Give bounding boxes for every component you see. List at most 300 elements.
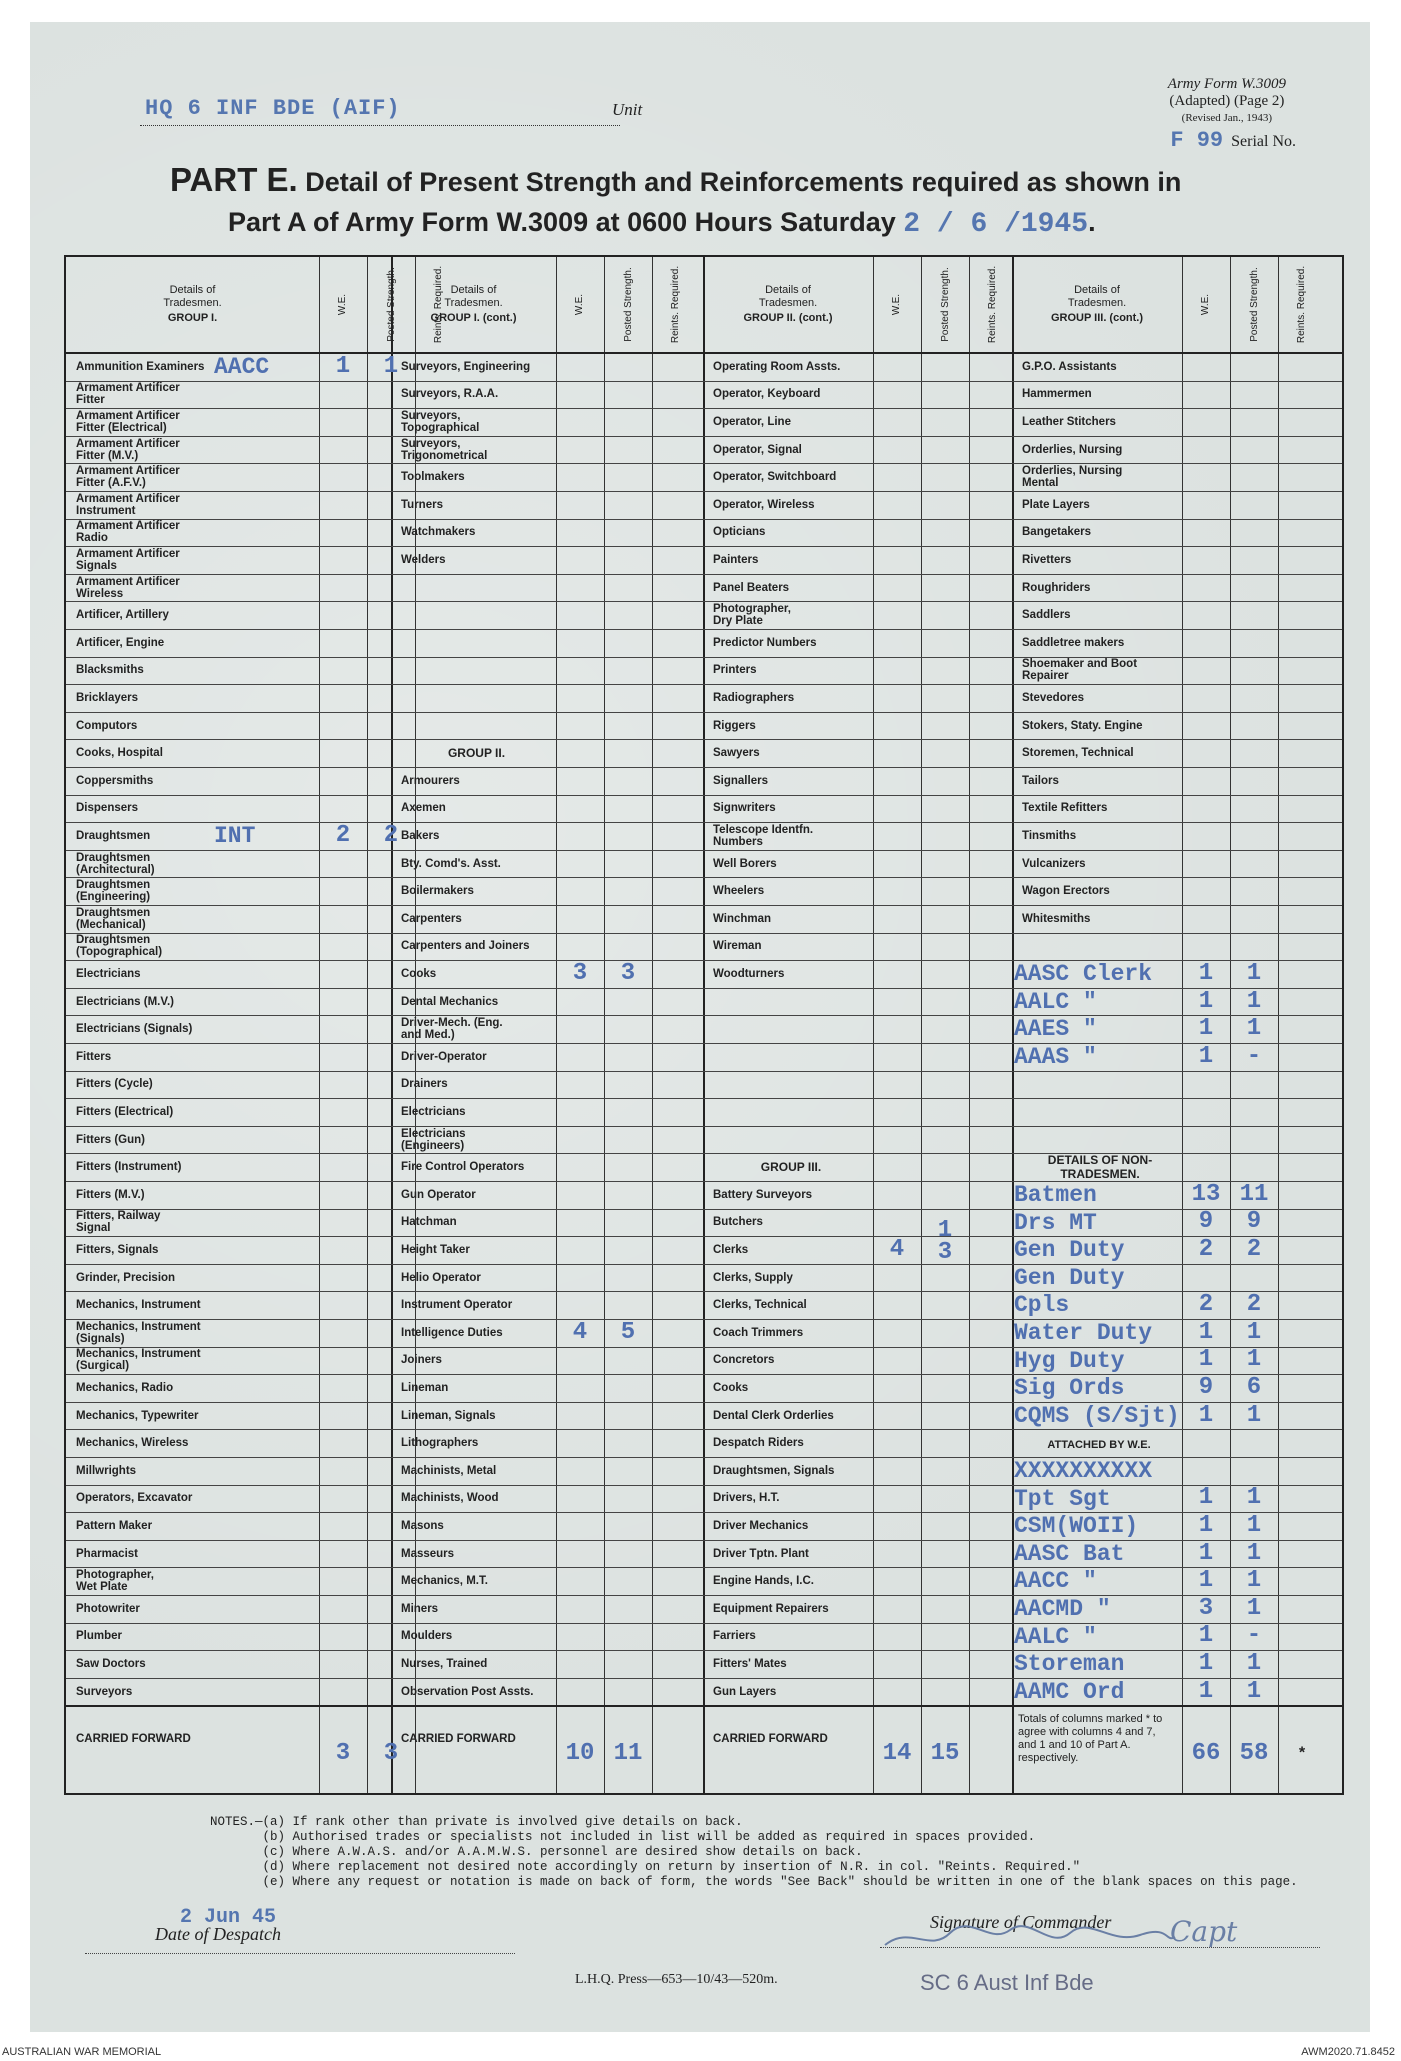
trade-label: Operating Room Assts. — [713, 360, 841, 373]
we-value: 9 — [1198, 1373, 1214, 1401]
trade-label: Fitters' Mates — [713, 1657, 787, 1670]
trade-label: Boilermakers — [401, 885, 474, 898]
trade-label: Pattern Maker — [76, 1519, 153, 1532]
trade-label: Joiners — [401, 1354, 442, 1367]
column-divider — [969, 257, 970, 1793]
handwritten-entry: Hyg Duty — [1014, 1347, 1125, 1374]
trade-label: Photowriter — [76, 1602, 140, 1615]
col-head-text: W.E. — [891, 293, 903, 316]
trade-label: Draughtsmen (Engineering) — [76, 879, 151, 904]
trade-label: Operator, Wireless — [713, 498, 815, 511]
posted-value: 1 — [1246, 1567, 1262, 1595]
group-divider — [391, 257, 393, 1793]
col-head-we — [556, 257, 604, 352]
handwritten-entry: CQMS (S/Sjt) — [1014, 1402, 1180, 1429]
trade-label: Engine Hands, I.C. — [713, 1575, 814, 1588]
handwritten-entry: AAAS " — [1014, 1044, 1097, 1070]
trade-label: Draughtsmen (Topographical) — [76, 934, 163, 959]
trade-label: Saw Doctors — [76, 1657, 146, 1670]
group-subheading: DETAILS OF NON-TRADESMEN. — [1047, 1153, 1153, 1182]
press-mark: L.H.Q. Press—653—10/43—520m. — [575, 1972, 778, 1987]
trade-label: Draughtsmen (Mechanical) — [76, 906, 151, 931]
trade-label: Watchmakers — [401, 526, 476, 539]
trade-label: Surveyors, Topographical — [401, 409, 480, 434]
trade-label: Driver-Mech. (Eng. and Med.) — [401, 1017, 503, 1042]
trade-label: Fitters (Electrical) — [76, 1105, 174, 1118]
totals-note: Totals of columns marked * to agree with columns 4 and 7, and 1 and 10 of Part A. respectively. — [1018, 1713, 1163, 1765]
group-divider — [703, 257, 705, 1793]
posted-value: 3 — [620, 959, 636, 987]
we-value: 1 — [1198, 1318, 1214, 1346]
total-star: * — [1297, 1745, 1307, 1764]
trade-label: Telescope Identfn. Numbers — [713, 823, 814, 848]
trade-label: Well Borers — [713, 857, 777, 870]
posted-value: 1 — [1246, 1015, 1262, 1043]
trade-label: Leather Stitchers — [1022, 415, 1116, 428]
army-form-line2: (Adapted) (Page 2) — [1169, 93, 1285, 109]
trade-label: Panel Beaters — [713, 581, 790, 594]
we-value: 1 — [1198, 1346, 1214, 1374]
handwritten-entry: XXXXXXXXXX — [1014, 1458, 1153, 1484]
title-line2: Part A of Army Form W.3009 at 0600 Hours Saturday — [228, 207, 896, 237]
col-head-text: Posted Strength. — [1248, 267, 1260, 342]
trade-label: Clerks — [713, 1243, 749, 1256]
trade-label: Instrument Operator — [401, 1299, 513, 1312]
serial-value: F 99 — [1170, 128, 1224, 153]
column-divider — [367, 257, 368, 1793]
despatch-date: 2 Jun 45 — [180, 1906, 277, 1929]
trade-label: Driver Tptn. Plant — [713, 1547, 809, 1560]
trade-label: Woodturners — [713, 967, 785, 980]
we-value: 1 — [1198, 1677, 1214, 1705]
trade-label: Artificer, Engine — [76, 636, 165, 649]
trade-label: Fitters, Railway Signal — [76, 1210, 161, 1235]
trade-label: Armament Artificer Fitter (Electrical) — [76, 409, 180, 434]
total-we: 3 — [335, 1740, 351, 1768]
trade-label: Armament Artificer Wireless — [76, 575, 180, 600]
trade-label: Toolmakers — [401, 471, 465, 484]
trade-label: Operator, Switchboard — [713, 471, 837, 484]
trade-label: Concretors — [713, 1354, 775, 1367]
col-head-posted — [1230, 257, 1278, 352]
total-posted: 11 — [613, 1740, 643, 1768]
trade-label: Dental Clerk Orderlies — [713, 1409, 834, 1422]
we-value: 3 — [572, 959, 588, 987]
trade-label: Armourers — [401, 774, 460, 787]
trade-label: Pharmacist — [76, 1547, 139, 1560]
trade-label: G.P.O. Assistants — [1022, 360, 1117, 373]
army-form-line3: (Revised Jan., 1943) — [1181, 112, 1273, 124]
col-head-reinfs — [1278, 257, 1326, 352]
posted-value: 6 — [1246, 1373, 1262, 1401]
header-text: Tradesmen. — [758, 297, 818, 309]
trade-label: Mechanics, Instrument (Surgical) — [76, 1348, 201, 1373]
posted-value: 11 — [1239, 1180, 1269, 1208]
trade-label: Machinists, Metal — [401, 1464, 497, 1477]
group-header — [1012, 257, 1182, 352]
posted-value: 1 — [1246, 1539, 1262, 1567]
trade-label: Artificer, Artillery — [76, 609, 169, 622]
footer-left: AUSTRALIAN WAR MEMORIAL — [2, 2046, 162, 2058]
we-value: 4 — [889, 1235, 905, 1263]
trade-label: Electricians (Signals) — [76, 1023, 193, 1036]
we-value — [1182, 1429, 1230, 1457]
trade-label: Cooks — [713, 1381, 749, 1394]
trade-label: Vulcanizers — [1022, 857, 1086, 870]
trade-label: Operator, Keyboard — [713, 388, 821, 401]
column-divider — [556, 257, 557, 1793]
trade-label: Storemen, Technical — [1022, 747, 1134, 760]
trade-label: Gun Operator — [401, 1188, 476, 1201]
group-subheading: GROUP II. — [447, 746, 506, 761]
trade-label: Opticians — [713, 526, 766, 539]
header-text: Tradesmen. — [444, 297, 503, 309]
posted-value — [1230, 1457, 1278, 1485]
posted-value: 9 — [1246, 1208, 1262, 1236]
header-text: Details of — [1074, 284, 1120, 296]
header-text: Details of — [450, 284, 497, 296]
trade-label: Coppersmiths — [76, 774, 154, 787]
trade-label: Turners — [401, 498, 443, 511]
header-text: GROUP III. (cont.) — [1050, 312, 1144, 324]
trade-label: Lineman — [401, 1381, 449, 1394]
handwritten-entry: Water Duty — [1014, 1320, 1153, 1346]
trade-label: Butchers — [713, 1216, 763, 1229]
note-line: (e) Where any request or notation is made on back of form, the words "See Back" should be written in one of the blank spaces on this page. — [210, 1875, 1298, 1889]
trade-label: Armament Artificer Instrument — [76, 492, 180, 517]
trade-label: Masseurs — [401, 1547, 455, 1560]
col-head-text: Reints. Required. — [433, 265, 445, 344]
trade-label: Mechanics, Wireless — [76, 1437, 189, 1450]
total-we: 14 — [882, 1740, 912, 1768]
header-text: GROUP I. — [167, 312, 218, 324]
header-text: GROUP II. (cont.) — [743, 312, 833, 324]
despatch-line — [85, 1930, 515, 1954]
trade-label: Grinder, Precision — [76, 1271, 176, 1284]
header-text: Details of — [169, 284, 216, 296]
trade-label: Farriers — [713, 1630, 756, 1643]
trade-label: Bakers — [401, 829, 440, 842]
we-value: 2 — [1198, 1291, 1214, 1319]
column-divider — [921, 257, 922, 1793]
we-value: 1 — [1198, 1511, 1214, 1539]
title-line1: Detail of Present Strength and Reinforcements required as shown in — [305, 167, 1182, 197]
trade-label: Intelligence Duties — [401, 1326, 503, 1339]
posted-value: 1 3 — [937, 1216, 953, 1266]
trade-label: Sawyers — [713, 747, 760, 760]
archive-footer — [0, 2044, 1401, 2061]
trade-label: Driver Mechanics — [713, 1519, 809, 1532]
note-line: (c) Where A.W.A.S. and/or A.A.M.W.S. personnel are desired show details on back. — [210, 1845, 863, 1859]
handwritten-entry: CSM(WOII) — [1014, 1513, 1139, 1540]
posted-value: 5 — [620, 1318, 636, 1346]
trade-label: Despatch Riders — [713, 1437, 804, 1450]
posted-value: 1 — [383, 352, 399, 380]
trade-label: Masons — [401, 1519, 444, 1532]
column-divider — [873, 257, 874, 1793]
trade-label: Mechanics, Typewriter — [76, 1409, 199, 1422]
trade-label: Bty. Comd's. Asst. — [401, 857, 501, 870]
posted-value: 1 — [1246, 1401, 1262, 1429]
carried-forward-label: CARRIED FORWARD — [401, 1733, 516, 1746]
we-value — [1182, 1457, 1230, 1485]
trade-label: Shoemaker and Boot Repairer — [1022, 658, 1138, 683]
strength-table — [64, 255, 1344, 1795]
trade-label: Radiographers — [713, 691, 795, 704]
trade-label: Dispensers — [76, 802, 139, 815]
trade-label: Armament Artificer Signals — [76, 547, 180, 572]
header-text: Tradesmen. — [163, 297, 222, 309]
posted-value: 1 — [1246, 987, 1262, 1015]
army-form-line1: Army Form W.3009 — [1167, 76, 1286, 92]
trade-label: Armament Artificer Fitter (A.F.V.) — [76, 465, 180, 490]
col-head-text: Reints. Required. — [670, 265, 682, 344]
trade-label: Stevedores — [1022, 691, 1085, 704]
handwritten-entry: AALC " — [1014, 988, 1097, 1015]
trade-label: Fitters (Instrument) — [76, 1161, 182, 1174]
col-head-text: Posted Strength. — [385, 267, 397, 342]
trade-label: Plumber — [76, 1630, 123, 1643]
trade-label: Whitesmiths — [1022, 912, 1091, 925]
header-text: Details of — [765, 284, 811, 296]
col-head-posted — [921, 257, 969, 352]
posted-value: 1 — [1246, 1511, 1262, 1539]
trade-label: Wireman — [713, 940, 762, 953]
we-value: 9 — [1198, 1208, 1214, 1236]
total-posted: 3 — [383, 1740, 399, 1768]
trade-label: Coach Trimmers — [713, 1326, 804, 1339]
trade-label: Surveyors, R.A.A. — [401, 388, 499, 401]
col-head-posted — [604, 257, 652, 352]
trade-label: Clerks, Technical — [713, 1299, 807, 1312]
col-head-we — [1182, 257, 1230, 352]
signature — [1170, 1915, 1237, 1948]
trade-label: Fitters — [76, 1050, 112, 1063]
trade-label: Electricians (M.V.) — [76, 995, 175, 1008]
trade-label: Carpenters and Joiners — [401, 940, 530, 953]
trade-label: Wagon Erectors — [1022, 885, 1110, 898]
trade-label: Equipment Repairers — [713, 1602, 829, 1615]
trade-label: Orderlies, Nursing — [1022, 443, 1123, 456]
carried-forward-label: CARRIED FORWARD — [76, 1733, 191, 1746]
col-head-text: Reints. Required. — [987, 265, 999, 344]
we-value — [1182, 1264, 1230, 1292]
posted-value: 1 — [1246, 1649, 1262, 1677]
trade-label: Miners — [401, 1602, 439, 1615]
col-head-text: W.E. — [574, 293, 586, 316]
trade-label: Tinsmiths — [1022, 829, 1077, 842]
trade-label: Photographer, Wet Plate — [76, 1569, 154, 1594]
trade-label: Mechanics, Instrument — [76, 1299, 201, 1312]
trade-label: Blacksmiths — [76, 664, 144, 677]
trade-label: Helio Operator — [401, 1271, 481, 1284]
page-title — [170, 160, 1250, 245]
group-header — [391, 257, 556, 352]
we-value: 1 — [1198, 959, 1214, 987]
total-we: 10 — [565, 1740, 595, 1768]
entry-tag: INT — [214, 823, 256, 850]
trade-label: Gun Layers — [713, 1685, 777, 1698]
we-value: 1 — [1198, 1649, 1214, 1677]
posted-value: 1 — [1246, 1677, 1262, 1705]
trade-label: Axemen — [401, 802, 446, 815]
trade-label: Battery Surveyors — [713, 1188, 813, 1201]
trade-label: Clerks, Supply — [713, 1271, 793, 1284]
trade-label: Tailors — [1022, 774, 1059, 787]
handwritten-entry: AACMD " — [1014, 1596, 1111, 1622]
unit-value: HQ 6 INF BDE (AIF) — [145, 96, 401, 121]
trade-label: Draughtsmen, Signals — [713, 1464, 835, 1477]
trade-label: Cooks — [401, 967, 437, 980]
trade-label: Electricians — [401, 1105, 466, 1118]
trade-label: Operator, Signal — [713, 443, 802, 456]
trade-label: Machinists, Wood — [401, 1492, 499, 1505]
header-text: GROUP I. (cont.) — [430, 312, 517, 324]
posted-value: - — [1246, 1622, 1262, 1650]
serial-number — [1170, 128, 1296, 153]
trade-label: Fitters (Cycle) — [76, 1078, 153, 1091]
posted-value: 1 — [1246, 1346, 1262, 1374]
posted-value: 1 — [1246, 1594, 1262, 1622]
trade-label: Fitters, Signals — [76, 1243, 159, 1256]
trade-label: Textile Refitters — [1022, 802, 1108, 815]
header-text: Tradesmen. — [1067, 297, 1127, 309]
trade-label: Saddlers — [1022, 609, 1071, 622]
posted-value: 2 — [383, 821, 399, 849]
handwritten-entry: AASC Clerk — [1014, 961, 1153, 988]
trade-label: Electricians (Engineers) — [401, 1127, 466, 1152]
handwritten-entry: Cpls — [1014, 1292, 1070, 1319]
handwritten-entry: AAMC Ord — [1014, 1678, 1125, 1705]
trade-label: Dental Mechanics — [401, 995, 499, 1008]
entry-tag: AACC — [214, 354, 270, 380]
we-value: 1 — [1198, 1539, 1214, 1567]
col-head-text: W.E. — [337, 293, 349, 316]
we-value: 2 — [1198, 1235, 1214, 1263]
trade-label: Signwriters — [713, 802, 776, 815]
title-date: 2 / 6 /1945 — [903, 209, 1089, 240]
total-posted: 15 — [930, 1740, 960, 1768]
signature-label: Signature of Commander — [930, 1912, 1112, 1932]
handwritten-entry: Gen Duty — [1014, 1264, 1125, 1291]
we-value: 1 — [1198, 987, 1214, 1015]
trade-label: Drivers, H.T. — [713, 1492, 780, 1505]
note-line: NOTES.—(a) If rank other than private is involved give details on back. — [210, 1815, 743, 1829]
col-head-text: W.E. — [1200, 293, 1212, 316]
trade-label: Draughtsmen (Architectural) — [76, 851, 155, 876]
col-head-we — [319, 257, 367, 352]
col-head-text: Reints. Required. — [1296, 265, 1308, 344]
handwritten-entry: Tpt Sgt — [1014, 1485, 1111, 1512]
posted-value: 1 — [1246, 959, 1262, 987]
we-value: 3 — [1198, 1594, 1214, 1622]
note-line: (d) Where replacement not desired note accordingly on return by insertion of N.R. in col. "Reints. Required." — [210, 1860, 1081, 1874]
column-divider — [652, 257, 653, 1793]
trade-label: Signallers — [713, 774, 768, 787]
trade-label: Nurses, Trained — [401, 1657, 488, 1670]
title-end: . — [1088, 207, 1096, 237]
trade-label: Operator, Line — [713, 415, 791, 428]
trade-label: Bricklayers — [76, 691, 139, 704]
total-we: 66 — [1191, 1740, 1221, 1768]
trade-label: Operators, Excavator — [76, 1492, 193, 1505]
unit-label: Unit — [612, 100, 643, 119]
handwritten-entry: Sig Ords — [1014, 1375, 1125, 1402]
unit-stamp: SC 6 Aust Inf Bde — [920, 1970, 1094, 1995]
trade-label: Armament Artificer Fitter (M.V.) — [76, 437, 180, 462]
trade-label: Armament Artificer Fitter — [76, 382, 180, 407]
trade-label: Mechanics, Instrument (Signals) — [76, 1320, 201, 1345]
we-value: 2 — [335, 821, 351, 849]
trade-label: Printers — [713, 664, 757, 677]
trade-label: Height Taker — [401, 1243, 470, 1256]
column-divider — [604, 257, 605, 1793]
posted-value: 2 — [1246, 1235, 1262, 1263]
trade-label: Surveyors, Engineering — [401, 360, 531, 373]
col-head-we — [873, 257, 921, 352]
column-divider — [319, 257, 320, 1793]
trade-label: Drainers — [401, 1078, 448, 1091]
trade-label: Observation Post Assts. — [401, 1685, 534, 1698]
note-line: (b) Authorised trades or specialists not included in list will be added as required in spaces provided. — [210, 1830, 1036, 1844]
trade-label: Carpenters — [401, 912, 462, 925]
posted-value: 2 — [1246, 1291, 1262, 1319]
handwritten-entry: AASC Bat — [1014, 1540, 1125, 1567]
signature-scribble — [880, 1915, 1180, 1960]
notes — [210, 1815, 1298, 1890]
footer-right: AWM2020.71.8452 — [1301, 2046, 1395, 2058]
handwritten-entry: AALC " — [1014, 1623, 1097, 1650]
handwritten-entry: Gen Duty — [1014, 1237, 1125, 1264]
carried-forward-label: CARRIED FORWARD — [713, 1733, 828, 1746]
group-header — [703, 257, 873, 352]
posted-value: 1 — [1246, 1318, 1262, 1346]
posted-value: 1 — [1246, 1484, 1262, 1512]
trade-label: Ammunition Examiners — [76, 360, 205, 373]
trade-label: Mechanics, M.T. — [401, 1575, 488, 1588]
handwritten-entry: AAES " — [1014, 1016, 1097, 1043]
trade-label: Fitters (M.V.) — [76, 1188, 145, 1201]
handwritten-entry: Drs MT — [1014, 1209, 1097, 1236]
we-value: 1 — [1198, 1015, 1214, 1043]
trade-label: Riggers — [713, 719, 756, 732]
we-value: 1 — [1198, 1622, 1214, 1650]
we-value: 1 — [1198, 1042, 1214, 1070]
group-subheading: GROUP III. — [760, 1160, 822, 1175]
we-value: 13 — [1191, 1180, 1221, 1208]
group-header — [66, 257, 319, 352]
handwritten-entry: Batmen — [1014, 1182, 1097, 1208]
trade-label: Draughtsmen — [76, 829, 151, 842]
trade-label: Rivetters — [1022, 553, 1072, 566]
col-head-reinfs — [652, 257, 700, 352]
total-posted: 58 — [1239, 1740, 1269, 1768]
trade-label: Electricians — [76, 967, 141, 980]
serial-label: Serial No. — [1231, 133, 1296, 150]
col-head-text: Posted Strength. — [939, 267, 951, 342]
trade-label: Moulders — [401, 1630, 453, 1643]
signature-rank: Capt — [1170, 1915, 1238, 1948]
trade-label: Wheelers — [713, 885, 765, 898]
col-head-reinfs — [969, 257, 1017, 352]
trade-label: Saddletree makers — [1022, 636, 1125, 649]
trade-label: Hammermen — [1022, 388, 1092, 401]
trade-label: Welders — [401, 553, 446, 566]
posted-value — [1230, 1429, 1278, 1457]
trade-label: Millwrights — [76, 1464, 137, 1477]
trade-label: Roughriders — [1022, 581, 1091, 594]
trade-label: Orderlies, Nursing Mental — [1022, 465, 1123, 490]
